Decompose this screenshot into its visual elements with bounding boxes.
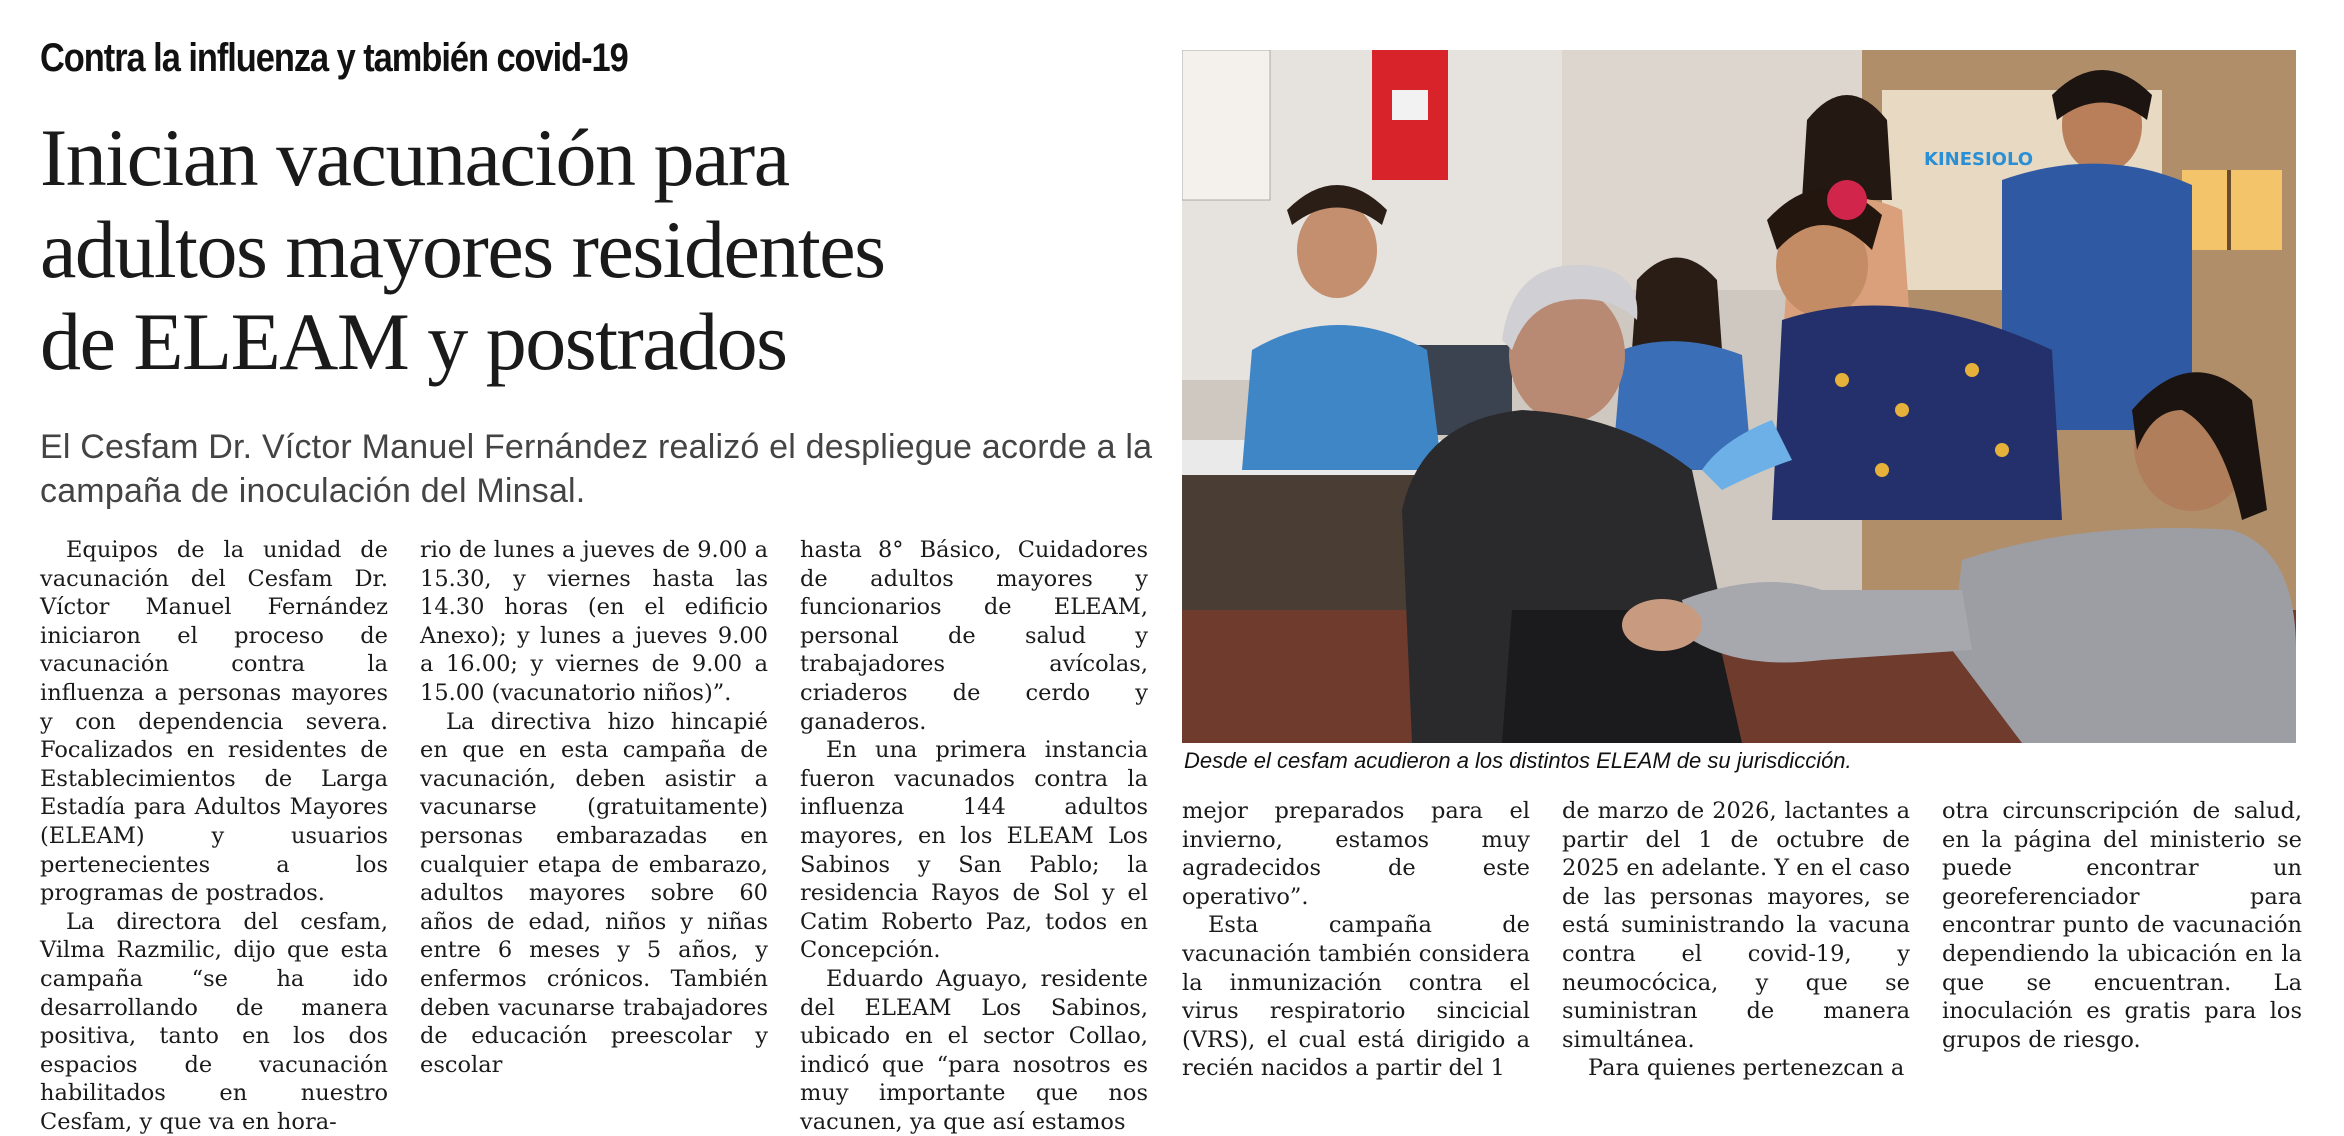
- body-paragraph: En una primera instancia fueron vacunados contra la influenza 144 adultos mayores, en los ELEAM Los Sabinos y San Pablo; la residencia Rayos de Sol y el Catim Roberto Paz, todos en Concepción.: [800, 737, 1148, 964]
- photo-caption: Desde el cesfam acudieron a los distintos ELEAM de su jurisdicción.: [1184, 748, 1852, 773]
- body-paragraph: Para quienes pertenezcan a: [1588, 1055, 1905, 1082]
- headline-line: de ELEAM y postrados: [40, 296, 787, 387]
- body-paragraph: de marzo de 2026, lactantes a partir del 1 de octubre de 2025 en adelante. Y en el caso de las personas mayores, se está suministrando la vacuna contra el covid-19, y neumocócica, y que se suministran de manera simultánea.: [1562, 798, 1911, 1053]
- headline-line: Inician vacunación para: [40, 112, 789, 203]
- article-headline: [40, 112, 1160, 388]
- photo-illustration: [1182, 50, 2296, 743]
- body-column-6: [1942, 797, 2302, 1054]
- body-paragraph: otra circunscripción de salud, en la página del ministerio se puede encontrar un georeferenciador para encontrar punto de vacunación dependiendo la ubicación en la que se encuentran. La inoculación es gratis para los grupos de riesgo.: [1942, 798, 2302, 1053]
- body-paragraph: La directora del cesfam, Vilma Razmilic, dijo que esta campaña “se ha ido desarrollando de manera positiva, tanto en los dos espacios de vacunación habilitados en nuestro Cesfam, y que va en hora-: [40, 908, 388, 1135]
- article-photo: [1182, 50, 2296, 743]
- body-paragraph: Esta campaña de vacunación también considera la inmunización contra el virus respiratorio sincicial (VRS), el cual está dirigido a recién nacidos a partir del 1: [1182, 912, 1530, 1082]
- body-paragraph: La directiva hizo hincapié en que en esta campaña de vacunación, deben asistir a vacunarse (gratuitamente) personas embarazadas en cualquier etapa de embarazo, adultos mayores sobre 60 años de edad, niños y niñas entre 6 meses y 5 años, y enfermos crónicos. También deben vacunarse trabajadores de educación preescolar y escolar: [420, 708, 768, 1078]
- body-paragraph: mejor preparados para el invierno, estamos muy agradecidos de este operativo”.: [1182, 798, 1530, 910]
- body-column-3: [800, 536, 1148, 1136]
- body-column-5: [1562, 797, 1910, 1083]
- photo-sign-text: KINESIOLO: [1924, 149, 2034, 170]
- body-paragraph: Eduardo Aguayo, residente del ELEAM Los Sabinos, ubicado en el sector Collao, indicó que “para nosotros es muy importante que nos vacunen, ya que así estamos: [800, 965, 1148, 1135]
- body-column-2: [420, 536, 768, 1079]
- headline-line: adultos mayores residentes: [40, 204, 885, 295]
- article-dek: El Cesfam Dr. Víctor Manuel Fernández realizó el despliegue acorde a la campaña de inoculación del Minsal.: [40, 428, 1153, 510]
- article-kicker: Contra la influenza y también covid-19: [40, 36, 628, 80]
- body-paragraph: Equipos de la unidad de vacunación del Cesfam Dr. Víctor Manuel Fernández iniciaron el proceso de vacunación contra la influenza a personas mayores y con dependencia severa. Focalizados en residentes de Establecimientos de Larga Estadía para Adultos Mayores (ELEAM) y usuarios pertenecientes a los programas de postrados.: [40, 537, 388, 907]
- body-column-1: [40, 536, 388, 1136]
- body-column-4: [1182, 797, 1530, 1083]
- body-paragraph: rio de lunes a jueves de 9.00 a 15.30, y viernes hasta las 14.30 horas (en el edificio Anexo); y lunes a jueves 9.00 a 16.00; y viernes de 9.00 a 15.00 (vacunatorio niños)”.: [420, 537, 768, 706]
- body-paragraph: hasta 8° Básico, Cuidadores de adultos mayores y funcionarios de ELEAM, personal de salud y trabajadores avícolas, criaderos de cerdo y ganaderos.: [800, 537, 1148, 735]
